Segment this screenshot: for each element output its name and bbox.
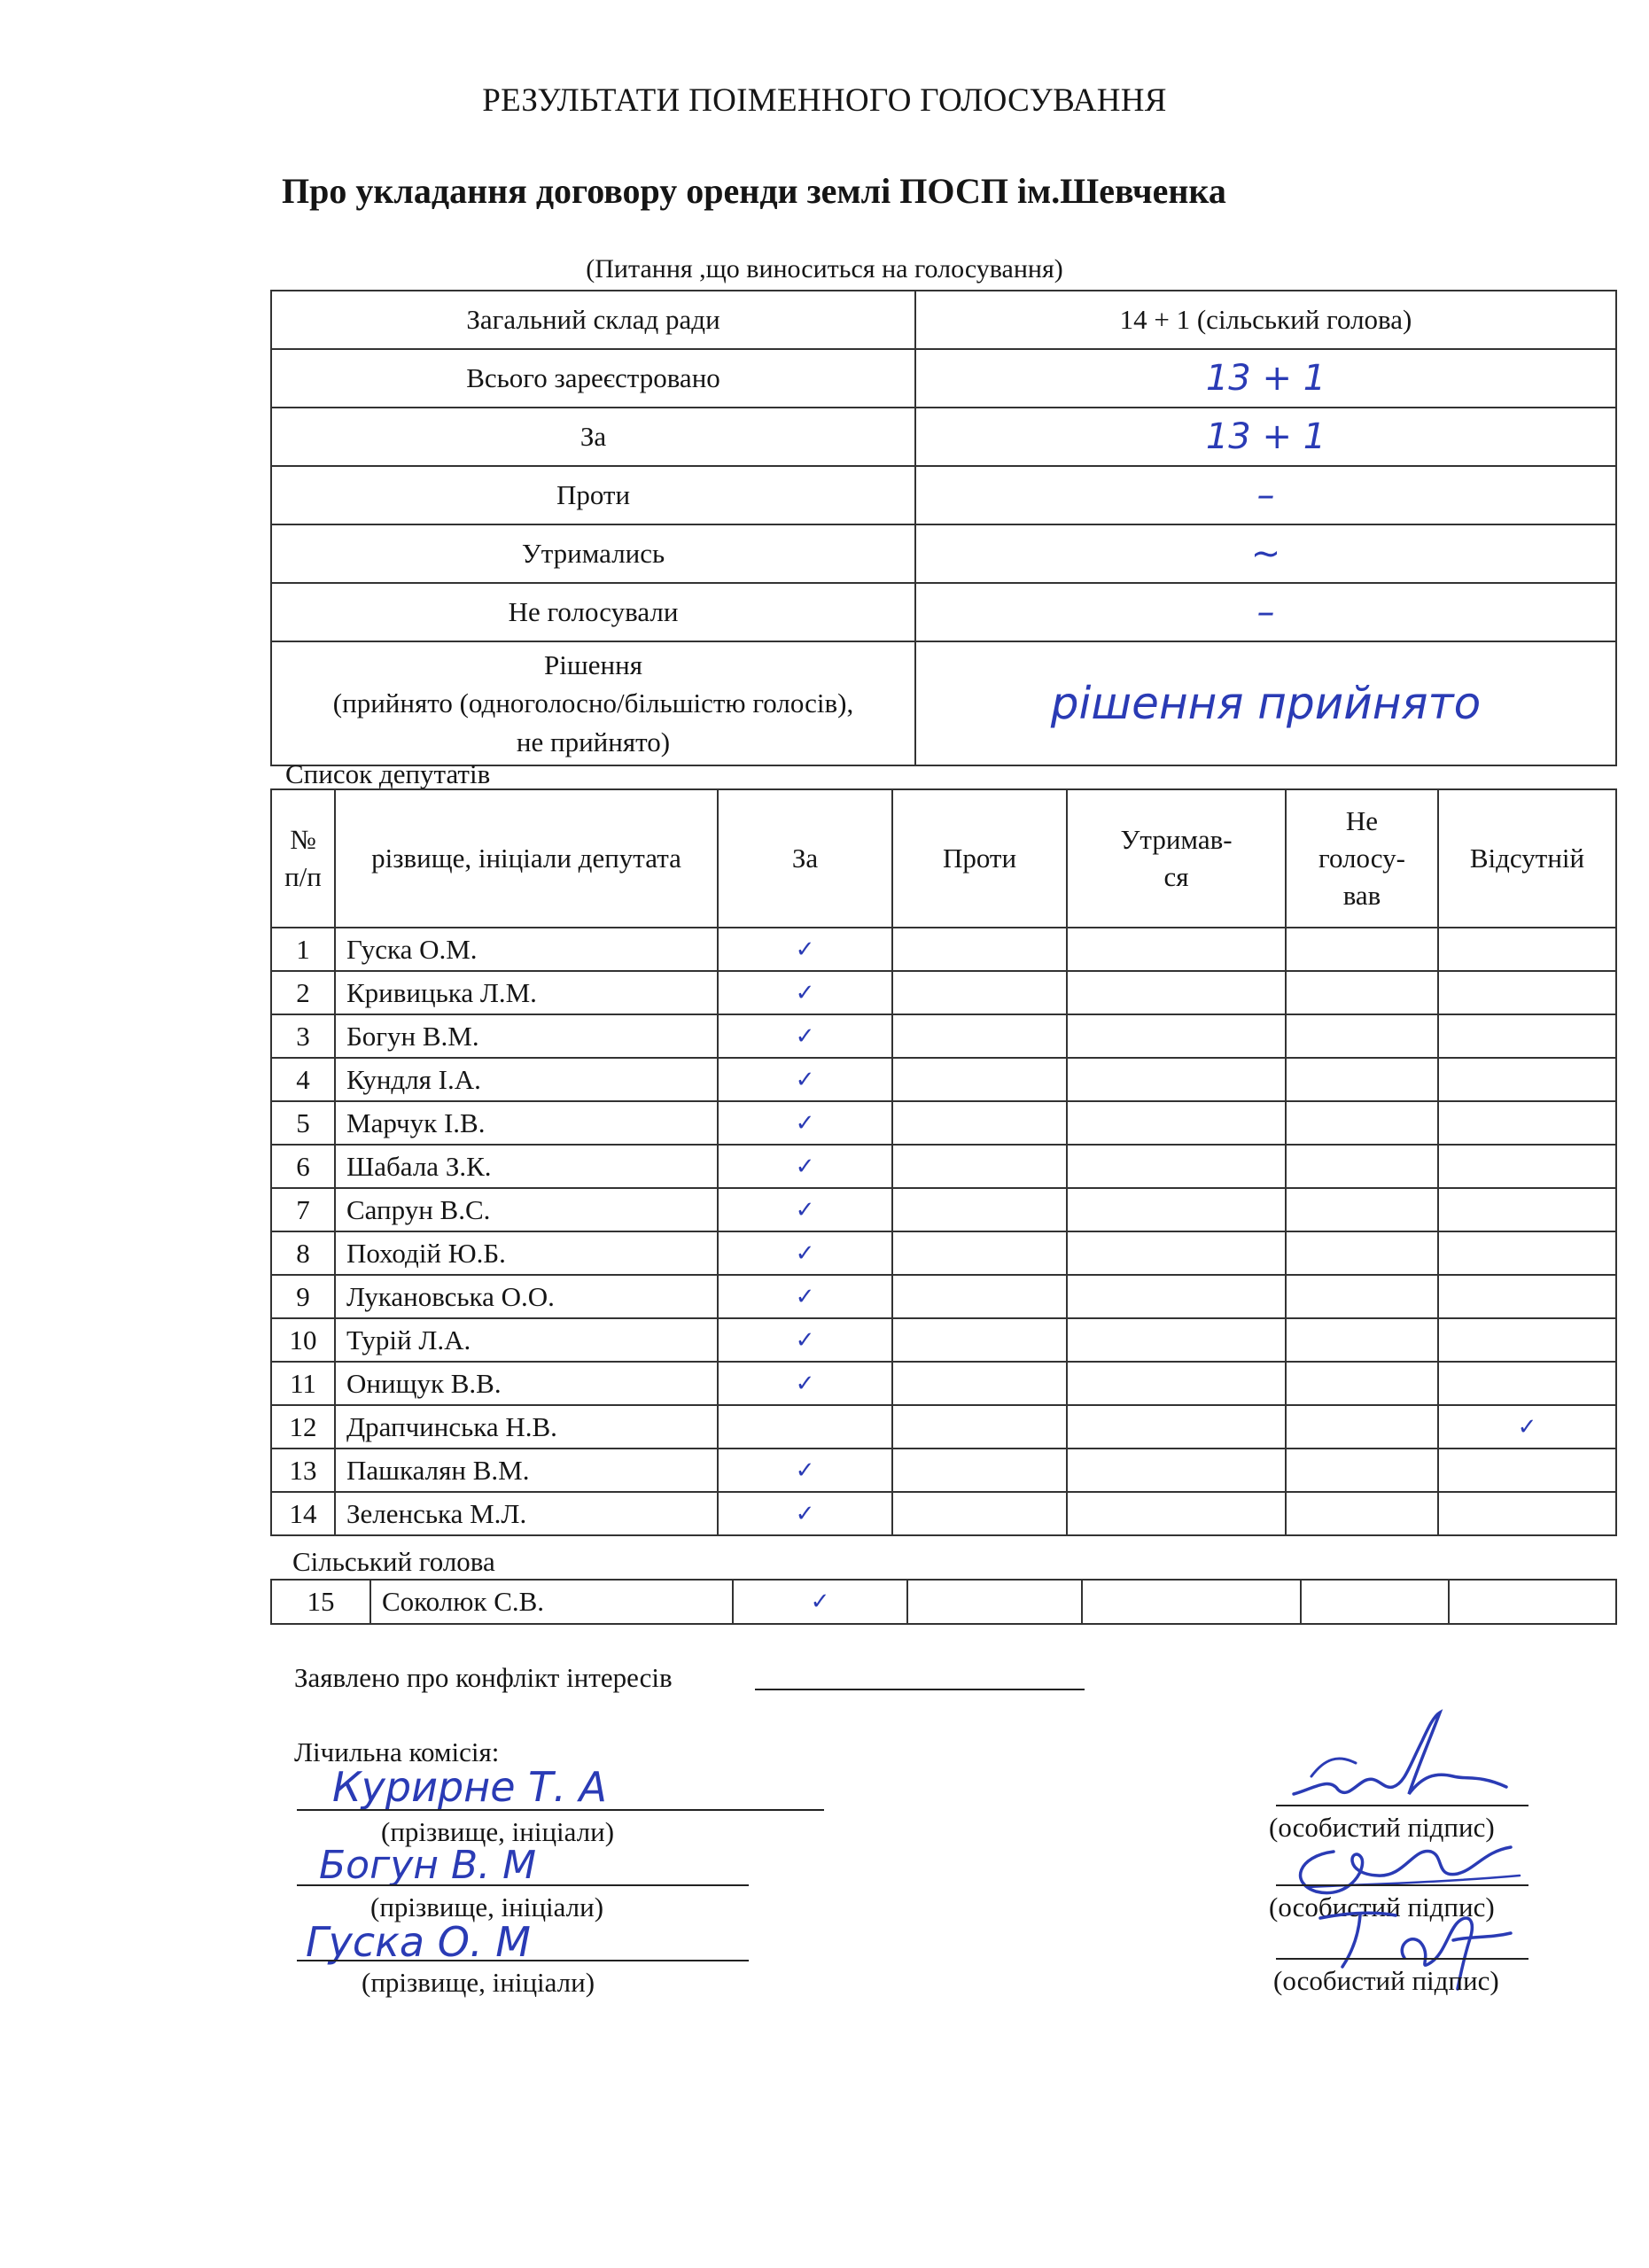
commission-member-name-handwritten: Курирне Т. А — [332, 1763, 607, 1811]
decision-label-line: Рішення — [544, 649, 642, 680]
row-num: 9 — [271, 1275, 335, 1318]
vote-novote-cell — [1286, 1058, 1438, 1101]
vote-novote-cell — [1286, 1405, 1438, 1449]
vote-absent-cell — [1438, 1492, 1616, 1535]
row-num: 15 — [271, 1580, 370, 1624]
vote-for-mark: ✓ — [718, 1058, 892, 1101]
col-abstain-header — [1067, 789, 1286, 928]
vote-absent-mark: ✓ — [1438, 1405, 1616, 1449]
table-row — [271, 1318, 1616, 1362]
vote-abstain-cell — [1067, 1058, 1286, 1101]
vote-against-cell — [892, 1101, 1067, 1145]
decision-value-handwritten: рішення прийнято — [915, 641, 1616, 765]
vote-for-mark: ✓ — [718, 1145, 892, 1188]
vote-for-mark: ✓ — [718, 1362, 892, 1405]
vote-absent-cell — [1438, 1188, 1616, 1231]
vote-absent-cell — [1438, 1058, 1616, 1101]
col-header-line: ся — [1163, 861, 1189, 892]
row-num: 8 — [271, 1231, 335, 1275]
row-name: Гуска О.М. — [335, 928, 718, 971]
vote-abstain-cell — [1067, 1492, 1286, 1535]
summary-value-handwritten: 13 + 1 — [915, 408, 1616, 466]
summary-row-abstained — [271, 524, 1616, 583]
row-num: 6 — [271, 1145, 335, 1188]
signature-line — [1276, 1805, 1528, 1806]
row-num: 2 — [271, 971, 335, 1014]
col-novote-header — [1286, 789, 1438, 928]
vote-summary-table — [270, 290, 1617, 766]
row-name: Богун В.М. — [335, 1014, 718, 1058]
vote-against-cell — [907, 1580, 1082, 1624]
vote-abstain-cell — [1067, 1449, 1286, 1492]
row-name: Пашкалян В.М. — [335, 1449, 718, 1492]
row-num: 4 — [271, 1058, 335, 1101]
vote-against-cell — [892, 1058, 1067, 1101]
vote-subject: Про укладання договору оренди землі ПОСП ім.Шевченка — [282, 171, 1226, 211]
vote-for-mark: ✓ — [718, 1101, 892, 1145]
summary-label: За — [271, 408, 915, 466]
head-caption: Сільський голова — [292, 1546, 495, 1577]
vote-for-mark: ✓ — [733, 1580, 907, 1624]
vote-absent-cell — [1438, 1101, 1616, 1145]
vote-against-cell — [892, 1405, 1067, 1449]
vote-against-cell — [892, 1145, 1067, 1188]
signature-line — [1276, 1958, 1528, 1960]
row-name: Кривицька Л.М. — [335, 971, 718, 1014]
deputies-caption: Список депутатів — [285, 758, 491, 789]
signature-caption: (особистий підпис) — [1273, 1965, 1499, 1996]
vote-for-mark: ✓ — [718, 1014, 892, 1058]
col-num-header — [271, 789, 335, 928]
summary-row-registered — [271, 349, 1616, 408]
col-header-line: Утримав- — [1120, 824, 1233, 856]
name-caption: (прізвище, ініціали) — [381, 1816, 615, 1847]
row-name: Соколюк С.В. — [370, 1580, 733, 1624]
row-num: 12 — [271, 1405, 335, 1449]
vote-against-cell — [892, 1492, 1067, 1535]
summary-label: Загальний склад ради — [271, 291, 915, 349]
table-row — [271, 1058, 1616, 1101]
deputies-header-row — [271, 789, 1616, 928]
summary-label: Проти — [271, 466, 915, 524]
signature-line — [1276, 1884, 1528, 1886]
name-line — [297, 1960, 749, 1961]
vote-for-mark: ✓ — [718, 971, 892, 1014]
vote-absent-cell — [1449, 1580, 1616, 1624]
col-absent-header: Відсутній — [1438, 789, 1616, 928]
vote-absent-cell — [1438, 1014, 1616, 1058]
table-row — [271, 1362, 1616, 1405]
vote-for-mark: ✓ — [718, 1318, 892, 1362]
row-num: 7 — [271, 1188, 335, 1231]
row-num: 14 — [271, 1492, 335, 1535]
table-row — [271, 1405, 1616, 1449]
table-row — [271, 1145, 1616, 1188]
summary-value-handwritten: – — [915, 466, 1616, 524]
vote-novote-cell — [1286, 1145, 1438, 1188]
col-name-header: різвище, ініціали депутата — [335, 789, 718, 928]
table-row — [271, 1580, 1616, 1624]
table-row — [271, 1492, 1616, 1535]
vote-absent-cell — [1438, 1231, 1616, 1275]
row-num: 10 — [271, 1318, 335, 1362]
col-for-header: За — [718, 789, 892, 928]
table-row — [271, 1101, 1616, 1145]
summary-value-handwritten: 13 + 1 — [915, 349, 1616, 408]
summary-label: Всього зареєстровано — [271, 349, 915, 408]
row-num: 1 — [271, 928, 335, 971]
vote-against-cell — [892, 1014, 1067, 1058]
row-name: Сапрун В.С. — [335, 1188, 718, 1231]
col-header-line: № — [290, 824, 316, 856]
decision-label-line: не прийнято) — [516, 726, 671, 757]
name-line — [297, 1809, 824, 1811]
row-name: Драпчинська Н.В. — [335, 1405, 718, 1449]
vote-abstain-cell — [1067, 1145, 1286, 1188]
col-header-line: Не — [1345, 805, 1379, 837]
commission-member-name-handwritten: Гуска О. М — [306, 1918, 531, 1966]
summary-row-decision — [271, 641, 1616, 765]
col-header-line: п/п — [284, 861, 322, 892]
vote-abstain-cell — [1067, 1188, 1286, 1231]
summary-row-against — [271, 466, 1616, 524]
table-row — [271, 1188, 1616, 1231]
row-num: 5 — [271, 1101, 335, 1145]
vote-against-cell — [892, 971, 1067, 1014]
vote-absent-cell — [1438, 1318, 1616, 1362]
row-name: Шабала З.К. — [335, 1145, 718, 1188]
summary-label: Утримались — [271, 524, 915, 583]
vote-against-cell — [892, 1318, 1067, 1362]
vote-absent-cell — [1438, 1362, 1616, 1405]
summary-value-handwritten: ~ — [915, 524, 1616, 583]
vote-novote-cell — [1286, 1231, 1438, 1275]
vote-for-mark: ✓ — [718, 1275, 892, 1318]
row-name: Кундля І.А. — [335, 1058, 718, 1101]
vote-for-mark: ✓ — [718, 928, 892, 971]
summary-value-handwritten: – — [915, 583, 1616, 641]
vote-novote-cell — [1286, 928, 1438, 971]
vote-novote-cell — [1286, 1362, 1438, 1405]
vote-absent-cell — [1438, 928, 1616, 971]
table-row — [271, 971, 1616, 1014]
row-num: 11 — [271, 1362, 335, 1405]
vote-novote-cell — [1286, 1492, 1438, 1535]
vote-against-cell — [892, 1275, 1067, 1318]
vote-abstain-cell — [1067, 1231, 1286, 1275]
summary-row-total — [271, 291, 1616, 349]
col-header-line: голосу- — [1318, 843, 1405, 874]
vote-against-cell — [892, 1231, 1067, 1275]
table-row — [271, 1014, 1616, 1058]
decision-label — [271, 641, 915, 765]
signature-caption: (особистий підпис) — [1269, 1812, 1495, 1843]
summary-value: 14 + 1 (сільський голова) — [915, 291, 1616, 349]
vote-novote-cell — [1286, 971, 1438, 1014]
row-name: Походій Ю.Б. — [335, 1231, 718, 1275]
vote-abstain-cell — [1067, 1362, 1286, 1405]
col-header-line: вав — [1342, 879, 1381, 911]
vote-abstain-cell — [1067, 1405, 1286, 1449]
summary-label: Не голосували — [271, 583, 915, 641]
vote-abstain-cell — [1067, 971, 1286, 1014]
table-row — [271, 928, 1616, 971]
vote-novote-cell — [1286, 1101, 1438, 1145]
commission-member-name-handwritten: Богун В. М — [319, 1843, 537, 1888]
row-name: Турій Л.А. — [335, 1318, 718, 1362]
vote-for-mark: ✓ — [718, 1492, 892, 1535]
vote-against-cell — [892, 928, 1067, 971]
summary-row-not-voted — [271, 583, 1616, 641]
vote-abstain-cell — [1082, 1580, 1301, 1624]
vote-for-cell — [718, 1405, 892, 1449]
vote-absent-cell — [1438, 1275, 1616, 1318]
conflict-of-interest-line — [755, 1689, 1085, 1690]
deputies-body — [271, 928, 1616, 1535]
vote-abstain-cell — [1067, 1318, 1286, 1362]
vote-against-cell — [892, 1362, 1067, 1405]
row-num: 3 — [271, 1014, 335, 1058]
vote-novote-cell — [1286, 1188, 1438, 1231]
row-name: Зеленська М.Л. — [335, 1492, 718, 1535]
col-against-header: Проти — [892, 789, 1067, 928]
vote-novote-cell — [1286, 1318, 1438, 1362]
vote-abstain-cell — [1067, 928, 1286, 971]
vote-absent-cell — [1438, 971, 1616, 1014]
vote-absent-cell — [1438, 1449, 1616, 1492]
vote-novote-cell — [1286, 1449, 1438, 1492]
head-table — [270, 1579, 1617, 1625]
name-caption: (прізвище, ініціали) — [370, 1891, 604, 1922]
summary-row-for — [271, 408, 1616, 466]
vote-absent-cell — [1438, 1145, 1616, 1188]
deputies-table — [270, 788, 1617, 1536]
name-line — [297, 1884, 749, 1886]
signature-1 — [1276, 1705, 1533, 1816]
vote-for-mark: ✓ — [718, 1231, 892, 1275]
name-caption: (прізвище, ініціали) — [362, 1967, 595, 1998]
conflict-of-interest-label: Заявлено про конфлікт інтересів — [294, 1662, 673, 1693]
signature-caption: (особистий підпис) — [1269, 1891, 1495, 1922]
vote-abstain-cell — [1067, 1101, 1286, 1145]
vote-novote-cell — [1286, 1275, 1438, 1318]
vote-novote-cell — [1301, 1580, 1449, 1624]
table-row — [271, 1275, 1616, 1318]
vote-abstain-cell — [1067, 1014, 1286, 1058]
vote-for-mark: ✓ — [718, 1449, 892, 1492]
decision-label-line: (прийнято (одноголосно/більшістю голосів), — [332, 687, 854, 719]
row-name: Лукановська О.О. — [335, 1275, 718, 1318]
table-row — [271, 1449, 1616, 1492]
vote-against-cell — [892, 1188, 1067, 1231]
table-row — [271, 1231, 1616, 1275]
row-name: Марчук І.В. — [335, 1101, 718, 1145]
document-title: РЕЗУЛЬТАТИ ПОІМЕННОГО ГОЛОСУВАННЯ — [482, 82, 1167, 119]
row-name: Онищук В.В. — [335, 1362, 718, 1405]
row-num: 13 — [271, 1449, 335, 1492]
vote-for-mark: ✓ — [718, 1188, 892, 1231]
commission-label: Лічильна комісія: — [294, 1736, 500, 1767]
vote-novote-cell — [1286, 1014, 1438, 1058]
vote-against-cell — [892, 1449, 1067, 1492]
question-caption: (Питання ,що виноситься на голосування) — [586, 254, 1063, 284]
vote-abstain-cell — [1067, 1275, 1286, 1318]
